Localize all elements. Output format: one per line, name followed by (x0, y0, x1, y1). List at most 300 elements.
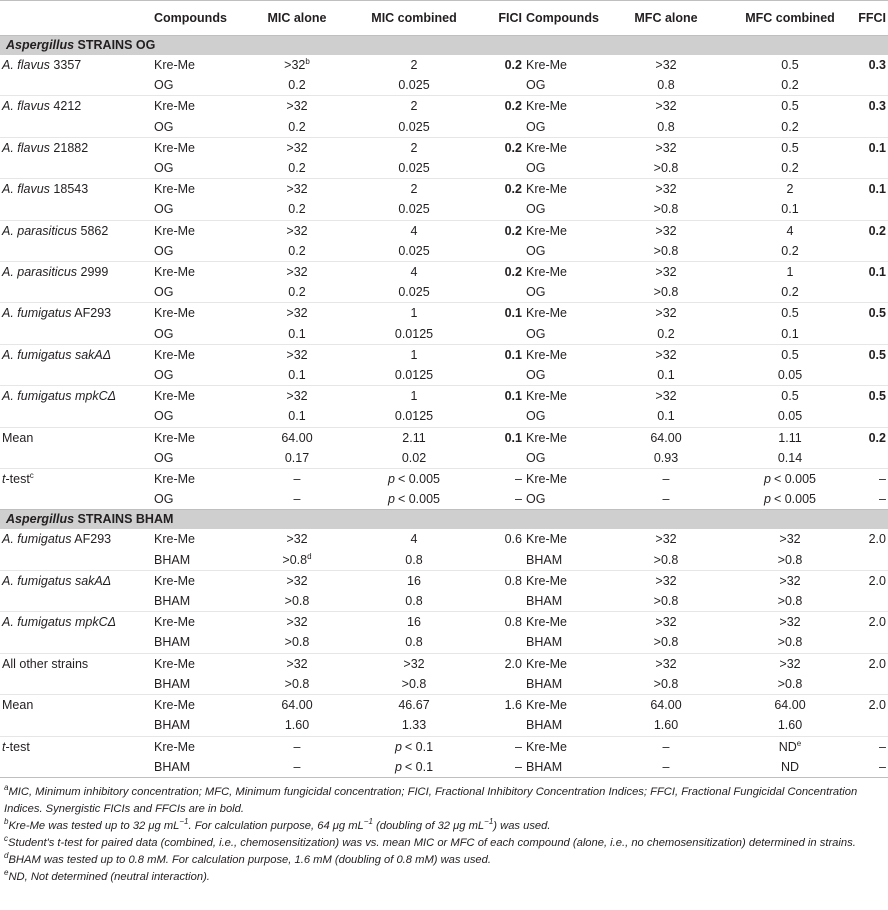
mfc-alone-cell: 64.00 (602, 695, 730, 716)
fici-cell: 1.6 (474, 695, 524, 716)
mfc-alone-cell: 0.8 (657, 119, 675, 134)
compound-cell: Kre-Me (152, 695, 240, 716)
mfc-combined-value: 1 (786, 265, 794, 280)
p-value: < 0.1 (404, 759, 434, 774)
compound-cell: OG (154, 202, 174, 217)
mfc-combined-cell (730, 365, 850, 386)
mic-alone-cell (240, 179, 354, 200)
mfc-combined-value: 0.5 (781, 306, 799, 321)
ffci-cell (850, 117, 888, 138)
table-row (0, 674, 888, 695)
compound-cell: BHAM (154, 676, 191, 691)
strain-id: 3357 (49, 58, 82, 72)
mic-combined-cell (354, 55, 474, 75)
p-value: < 0.005 (397, 472, 440, 487)
table-row (0, 715, 888, 736)
mic-combined-cell (354, 365, 474, 386)
strain-cell (0, 303, 152, 324)
mic-alone-cell (240, 365, 354, 386)
compound-cell-2: OG (526, 409, 546, 424)
mic-combined-cell (354, 96, 474, 117)
compound-cell: BHAM (152, 757, 240, 778)
mic-alone-cell (240, 117, 354, 138)
mic-combined-cell (354, 448, 474, 469)
strain-cell (0, 591, 152, 612)
fici-cell: 0.2 (474, 220, 524, 241)
mic-alone-cell (240, 220, 354, 241)
compound-cell-2: OG (526, 285, 546, 300)
mic-combined-cell (354, 653, 474, 674)
mfc-combined-cell (730, 241, 850, 262)
mfc-combined-value: >0.8 (777, 635, 803, 650)
p-label: p (763, 472, 771, 487)
strain-genus: A. fumigatus (2, 306, 72, 321)
p-value: < 0.1 (404, 739, 434, 754)
table-row (0, 529, 888, 549)
fici-cell: 0.1 (474, 386, 524, 407)
table-row (0, 570, 888, 591)
table-row (0, 55, 888, 75)
mic-alone-cell (240, 386, 354, 407)
mic-combined-cell (354, 406, 474, 427)
mic-combined-value: 16 (407, 573, 421, 588)
strain-genus: A. fumigatus (2, 389, 72, 404)
mfc-alone-cell: 0.2 (657, 326, 675, 341)
col-header-compounds-2: Compounds (524, 1, 602, 36)
mfc-alone-cell: 0.93 (653, 450, 679, 465)
mic-combined-value: 1.33 (401, 718, 427, 733)
mfc-alone-cell: >32 (602, 386, 730, 407)
mic-combined-value: 0.025 (398, 119, 430, 134)
compound-cell: Kre-Me (152, 612, 240, 633)
strain-id: 4212 (49, 99, 82, 114)
compound-cell-2: Kre-Me (524, 386, 602, 407)
ffci-cell: 0.5 (850, 344, 888, 365)
fici-cell: – (474, 757, 524, 778)
compound-cell: OG (154, 326, 174, 341)
mfc-alone-cell: 64.00 (602, 427, 730, 448)
mfc-alone-cell: >32 (655, 58, 677, 72)
t-test-label-rest: -test (5, 739, 30, 754)
strain-cell (0, 241, 152, 262)
compound-cell: BHAM (154, 718, 191, 733)
mic-combined-cell (354, 612, 474, 633)
mic-alone-cell (240, 344, 354, 365)
mfc-combined-cell (730, 591, 850, 612)
mic-combined-value: >0.8 (401, 676, 427, 691)
compound-cell-2: Kre-Me (524, 137, 602, 158)
mic-alone-value: – (293, 739, 301, 754)
strain-cell (0, 757, 152, 778)
footnote-d: $^d$BHAM was tested up to 0.8 mM. For calculation purpose, 1.6 mM (doubling of 0.8 mM) was used. (4, 850, 491, 866)
mic-alone-cell (240, 241, 354, 262)
ffci-cell: 0.3 (868, 58, 886, 72)
table-row (0, 282, 888, 303)
fici-cell (474, 324, 524, 345)
table-row (0, 632, 888, 653)
mic-alone-value: 0.2 (288, 119, 306, 134)
mfc-combined-value: >0.8 (777, 594, 803, 609)
mic-alone-cell (240, 324, 354, 345)
p-label: p (394, 759, 402, 774)
mfc-combined-value: >0.8 (777, 676, 803, 691)
mic-combined-cell (354, 282, 474, 303)
mfc-combined-value: >32 (779, 532, 801, 547)
compound-cell: OG (154, 78, 174, 93)
compound-cell: Kre-Me (154, 58, 195, 72)
compound-cell: Kre-Me (152, 344, 240, 365)
fici-cell: – (474, 469, 524, 490)
strain-cell (0, 137, 152, 158)
mic-alone-value: >32 (286, 532, 308, 547)
mfc-combined-cell (730, 612, 850, 633)
mic-alone-cell (240, 612, 354, 633)
strain-genus: A. flavus (2, 58, 50, 72)
mic-alone-value: >32 (286, 573, 308, 588)
compound-cell: OG (154, 450, 174, 465)
footnote-mark: e (796, 738, 802, 748)
mic-alone-cell (240, 96, 354, 117)
table-row (0, 220, 888, 241)
mic-alone-cell (240, 262, 354, 283)
compound-cell: Kre-Me (152, 96, 240, 117)
table-row (0, 365, 888, 386)
mic-alone-cell (240, 158, 354, 179)
strain-cell (0, 199, 152, 220)
mfc-combined-cell (730, 550, 850, 571)
mic-combined-value: 2 (410, 182, 418, 197)
mfc-alone-cell: – (602, 736, 730, 757)
compound-cell-2: BHAM (526, 635, 563, 650)
strain-cell (0, 282, 152, 303)
mfc-combined-value: 0.2 (781, 119, 799, 134)
table-row (0, 344, 888, 365)
strain-id: AF293 (71, 532, 112, 547)
mfc-alone-cell: >0.8 (653, 676, 679, 691)
strain-genus: A. parasiticus (2, 223, 78, 238)
mic-alone-cell (240, 632, 354, 653)
mfc-alone-cell: >0.8 (653, 552, 679, 567)
mfc-alone-cell: >0.8 (653, 594, 679, 609)
ffci-cell: – (850, 489, 888, 510)
mic-alone-value: >32 (286, 347, 308, 362)
fici-cell: 0.2 (504, 58, 522, 72)
mfc-alone-cell: >32 (602, 344, 730, 365)
compound-cell: Kre-Me (154, 532, 195, 547)
mic-combined-value: 1 (410, 306, 418, 321)
mic-combined-value: 1 (410, 347, 418, 362)
mfc-alone-cell: >32 (602, 220, 730, 241)
mic-alone-value: >32 (286, 99, 308, 114)
mic-combined-cell (354, 550, 474, 571)
fici-cell (474, 241, 524, 262)
strain-cell (0, 674, 152, 695)
mfc-combined-cell (730, 324, 850, 345)
mic-alone-value: 0.2 (288, 78, 306, 93)
mic-alone-cell (240, 427, 354, 448)
compound-cell-2: Kre-Me (524, 570, 602, 591)
mfc-combined-cell (730, 199, 850, 220)
fici-cell: 0.6 (504, 532, 522, 547)
mic-alone-value: >32 (286, 140, 308, 155)
strain-cell (0, 75, 152, 96)
table-row (0, 137, 888, 158)
mic-combined-value: 0.025 (398, 78, 430, 93)
mic-alone-value: 0.2 (288, 161, 306, 176)
mfc-combined-cell (730, 158, 850, 179)
col-header-mfc-alone: MFC alone (602, 1, 730, 36)
mic-combined-value: 46.67 (398, 698, 430, 713)
p-label: p (387, 472, 395, 487)
mfc-combined-cell (730, 179, 850, 200)
mic-alone-value: 64.00 (281, 430, 313, 445)
compound-cell-2: BHAM (526, 718, 563, 733)
table-row (0, 179, 888, 200)
col-header-fici: FICI (474, 1, 524, 36)
mfc-alone-cell: >32 (602, 570, 730, 591)
strain-id: 5862 (77, 223, 109, 238)
strain-cell (0, 117, 152, 138)
table-row (0, 757, 888, 778)
compound-cell-2: Kre-Me (524, 179, 602, 200)
ffci-cell (850, 715, 888, 736)
fici-cell: 0.2 (474, 179, 524, 200)
table-row (0, 262, 888, 283)
table-row (0, 489, 888, 510)
mic-combined-value: 0.8 (405, 552, 423, 567)
ffci-cell (850, 282, 888, 303)
mfc-alone-cell: >0.8 (653, 161, 679, 176)
mfc-combined-value: >32 (779, 615, 801, 630)
mic-combined-value: 0.0125 (394, 409, 434, 424)
table-row (0, 324, 888, 345)
mic-alone-value: >32 (284, 58, 306, 72)
mic-combined-value: 2 (410, 140, 418, 155)
mic-combined-value: 16 (407, 615, 421, 630)
mic-combined-cell (354, 386, 474, 407)
mic-combined-cell (354, 695, 474, 716)
mfc-combined-cell (730, 96, 850, 117)
compound-cell: Kre-Me (152, 469, 240, 490)
strain-genus: A. fumigatus (2, 615, 72, 630)
compound-cell-2: OG (524, 489, 602, 510)
mic-alone-value: >0.8 (282, 552, 308, 567)
compound-cell-2: Kre-Me (524, 736, 602, 757)
mic-alone-value: – (293, 472, 301, 487)
section-title-genus: Aspergillus (6, 38, 75, 52)
strain-cell (0, 55, 152, 75)
ffci-cell: 2.0 (850, 612, 888, 633)
mic-alone-value: – (293, 492, 301, 507)
mfc-combined-value: 0.5 (781, 140, 799, 155)
table-row (0, 75, 888, 96)
compound-cell: OG (152, 489, 240, 510)
strain-cell (0, 736, 152, 757)
strain-cell (0, 96, 152, 117)
row-label: Mean (2, 698, 34, 713)
compound-cell-2: OG (526, 78, 546, 93)
strain-mutant: sakAΔ (74, 573, 112, 588)
p-value: < 0.005 (773, 492, 816, 507)
mic-combined-value: 1 (410, 389, 418, 404)
ffci-cell (850, 75, 888, 96)
compound-cell: Kre-Me (152, 427, 240, 448)
mfc-alone-cell: – (602, 489, 730, 510)
strain-cell (0, 469, 152, 490)
mic-combined-value: 0.025 (398, 161, 430, 176)
mic-alone-value: 0.1 (288, 326, 306, 341)
mfc-combined-cell (730, 282, 850, 303)
ffci-cell: – (850, 736, 888, 757)
mfc-combined-value: 0.5 (781, 389, 799, 404)
mic-combined-cell (354, 489, 474, 510)
mfc-combined-cell (730, 469, 850, 490)
fici-cell (474, 158, 524, 179)
mfc-combined-value: >32 (779, 573, 801, 588)
table-row (0, 427, 888, 448)
table-row (0, 469, 888, 490)
section-header-row (0, 510, 888, 530)
strain-cell (0, 406, 152, 427)
strain-cell (0, 612, 152, 633)
mic-alone-cell (240, 489, 354, 510)
strain-genus: A. fumigatus (2, 347, 72, 362)
mfc-alone-cell: >0.8 (653, 635, 679, 650)
table-row (0, 612, 888, 633)
compound-cell-2: Kre-Me (524, 695, 602, 716)
mfc-alone-cell: >32 (602, 612, 730, 633)
compound-cell-2: Kre-Me (524, 96, 602, 117)
compound-cell-2: Kre-Me (524, 427, 602, 448)
compound-cell: Kre-Me (152, 179, 240, 200)
mfc-alone-cell: >32 (602, 653, 730, 674)
mfc-combined-cell (730, 736, 850, 757)
strain-cell (0, 489, 152, 510)
compound-cell: OG (154, 119, 174, 134)
strain-cell (0, 262, 152, 283)
table-row (0, 736, 888, 757)
mfc-alone-cell: >0.8 (653, 243, 679, 258)
strain-cell (0, 386, 152, 407)
mic-combined-cell (354, 529, 474, 549)
mic-alone-cell (240, 550, 354, 571)
fici-cell: 0.8 (474, 570, 524, 591)
ffci-cell (850, 365, 888, 386)
mic-combined-cell (354, 591, 474, 612)
strain-genus: A. flavus (2, 140, 50, 155)
strain-genus: A. flavus (2, 182, 50, 197)
compound-cell-2: Kre-Me (526, 58, 567, 72)
mfc-combined-cell (730, 570, 850, 591)
mfc-alone-cell: – (602, 757, 730, 778)
mfc-combined-value: ND (778, 739, 797, 754)
mic-combined-cell (354, 570, 474, 591)
ffci-cell (850, 550, 888, 571)
strain-id: 21882 (49, 140, 89, 155)
table-row (0, 303, 888, 324)
mfc-combined-cell (730, 653, 850, 674)
strain-cell (0, 653, 152, 674)
mic-alone-value: >32 (286, 223, 308, 238)
mic-combined-cell (354, 757, 474, 778)
mfc-alone-cell: – (602, 469, 730, 490)
mic-alone-value: – (293, 759, 301, 774)
fici-cell: 0.2 (474, 137, 524, 158)
mic-alone-value: 0.1 (288, 409, 306, 424)
row-label: Mean (2, 430, 34, 445)
footnote-b: $^b$Kre-Me was tested up to 32 μg $mL^{-1}$. For calculation purpose, 64 μg $mL^{-1}$ (doubling of 32 μg $mL^{-1}$) was used. (4, 816, 551, 832)
mfc-combined-value: 0.5 (781, 99, 799, 114)
fici-cell: 0.1 (474, 427, 524, 448)
mic-combined-cell (354, 632, 474, 653)
strain-cell (0, 448, 152, 469)
ffci-cell: 0.2 (850, 220, 888, 241)
mfc-combined-value: ND (780, 759, 800, 774)
mfc-alone-cell: 0.8 (657, 78, 675, 93)
mic-alone-cell (240, 406, 354, 427)
compound-cell: OG (154, 409, 174, 424)
compound-cell-2: OG (526, 119, 546, 134)
compound-cell-2: Kre-Me (524, 220, 602, 241)
col-header-ffci: FFCI (850, 1, 888, 36)
table-row (0, 199, 888, 220)
mfc-combined-value: 0.2 (781, 285, 799, 300)
mic-alone-value: 0.1 (288, 368, 306, 383)
compound-cell-2: OG (526, 450, 546, 465)
mic-alone-value: 0.2 (288, 285, 306, 300)
mic-alone-cell (240, 75, 354, 96)
strain-cell (0, 550, 152, 571)
table-row (0, 386, 888, 407)
compound-cell: Kre-Me (152, 220, 240, 241)
mfc-alone-cell: 0.1 (657, 409, 675, 424)
strain-cell (0, 715, 152, 736)
ffci-cell (850, 448, 888, 469)
mfc-combined-cell (730, 55, 850, 75)
footnote-mark: c (29, 471, 34, 481)
mic-combined-cell (354, 158, 474, 179)
compound-cell: OG (154, 285, 174, 300)
p-label: p (763, 492, 771, 507)
compound-cell: Kre-Me (152, 262, 240, 283)
mfc-combined-cell (730, 427, 850, 448)
ffci-cell: – (850, 757, 888, 778)
mic-combined-cell (354, 715, 474, 736)
mfc-combined-cell (730, 406, 850, 427)
mic-alone-cell (240, 653, 354, 674)
ffci-cell: – (850, 469, 888, 490)
fici-cell (474, 591, 524, 612)
footnote-mark: d (307, 551, 312, 561)
mic-combined-cell (354, 303, 474, 324)
ffci-cell: 0.1 (850, 262, 888, 283)
mic-combined-value: 0.02 (401, 450, 427, 465)
mic-alone-cell (240, 282, 354, 303)
mic-combined-value: 4 (410, 265, 418, 280)
table-row (0, 96, 888, 117)
fici-cell: 0.8 (474, 612, 524, 633)
mic-alone-value: >0.8 (284, 594, 310, 609)
strain-mutant: mpkCΔ (74, 389, 116, 404)
section-title-genus: Aspergillus (6, 512, 75, 527)
mic-alone-value: 0.2 (288, 202, 306, 217)
mic-combined-value: >32 (403, 656, 425, 671)
fici-cell (474, 715, 524, 736)
mic-alone-value: >32 (286, 656, 308, 671)
mfc-combined-value: 0.5 (781, 58, 799, 72)
mfc-combined-value: 1.60 (777, 718, 803, 733)
mfc-alone-cell: 1.60 (653, 718, 679, 733)
